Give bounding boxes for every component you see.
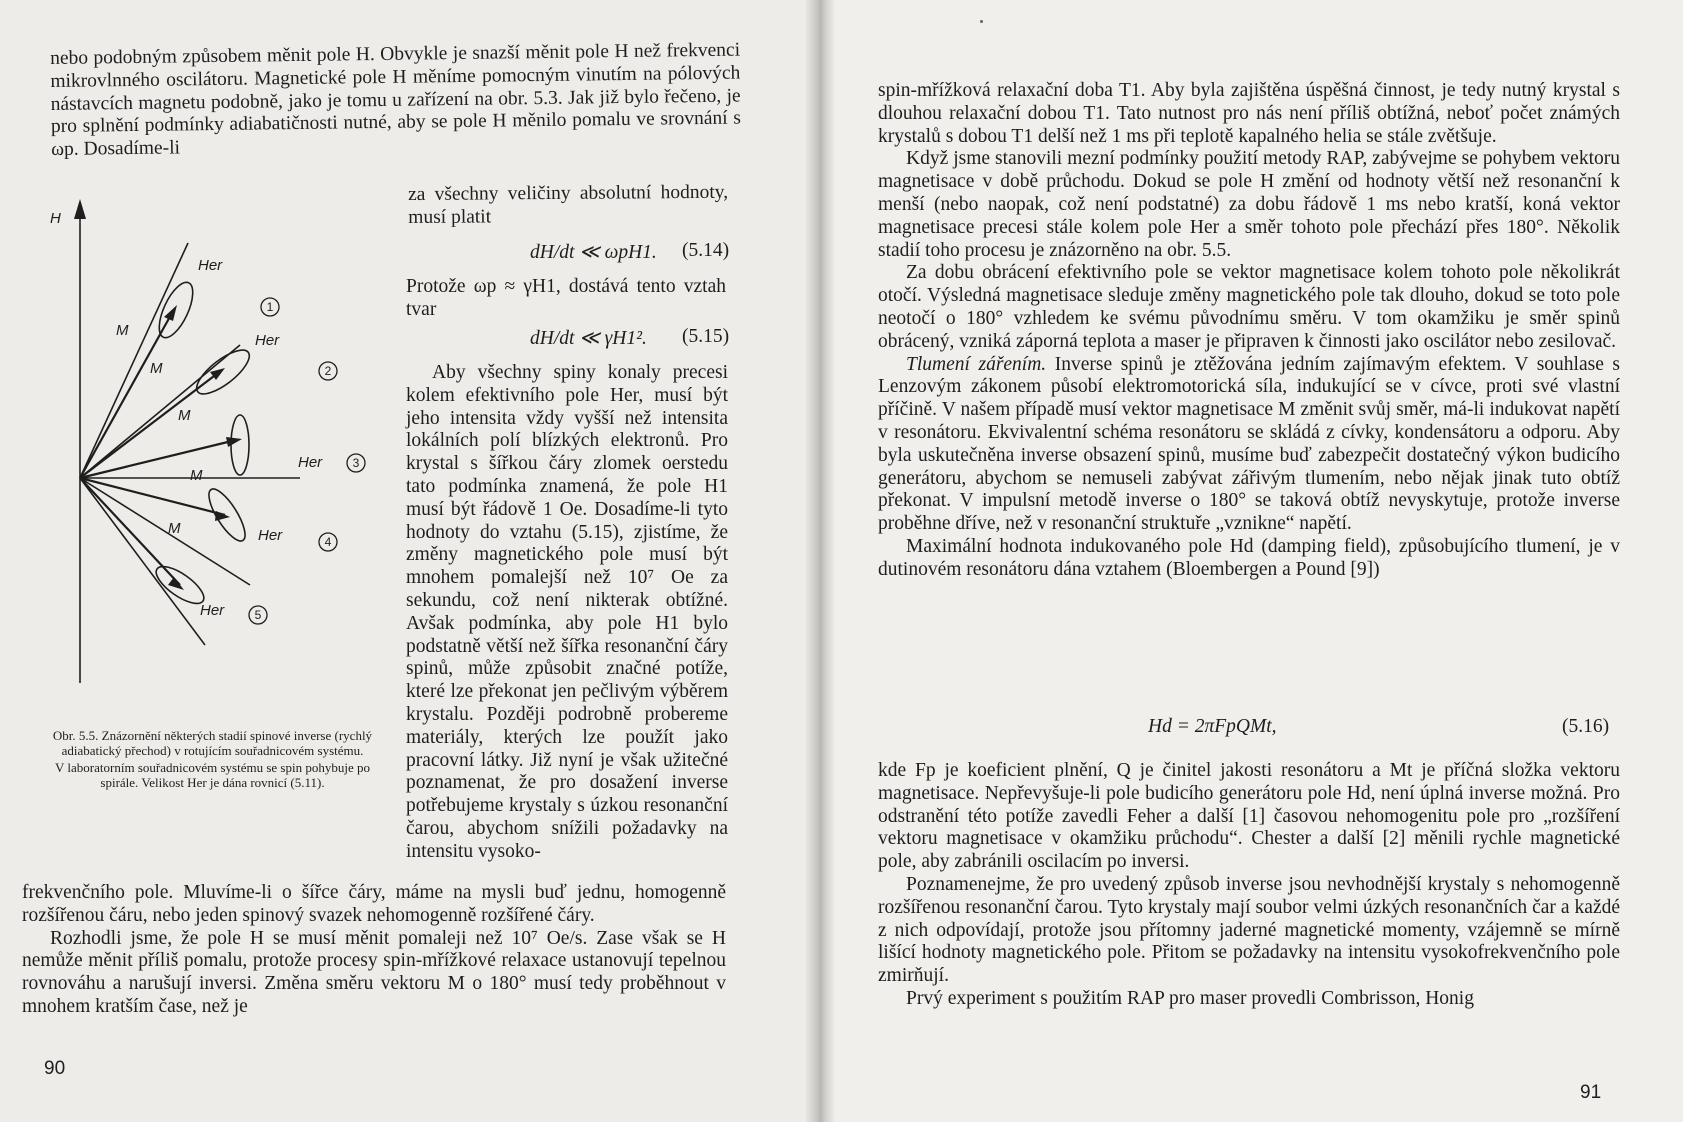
page-number-left: 90 xyxy=(44,1058,66,1079)
right-page xyxy=(820,0,1683,1122)
right-text-block-1 xyxy=(878,80,1620,582)
left-side-text-1: za všechny veličiny absolutní hodnoty, musí platit xyxy=(408,181,729,228)
stage-number-4: 4 xyxy=(324,535,332,549)
book-gutter xyxy=(806,0,834,1122)
her-label-3: Her xyxy=(298,454,323,471)
m-label-2: M xyxy=(150,360,163,377)
right-paragraph-7: Poznamenejme, že pro uvedený způsob inverse jsou nevhodnější krystaly s nehomogenně rozšířenou resonanční čarou. Tyto krystaly mají soubor velmi úzkých resonančních čar a každé z nich odpovídají, protože jsou přítomny jaderné magnetické momenty, vzájemně se mírně lišící hodnoty magnetického pole. Přitom se požadavky na intensitu vysokofrekvenčního pole zmirňují. xyxy=(878,873,1620,987)
equation-5-15-number: (5.15) xyxy=(682,326,730,347)
left-bottom-paragraph-1: frekvenčního pole. Mluvíme-li o šířce čáry, máme na mysli buď jednu, homogenně rozšířenou čáru, nebo jeden spinový svazek nehomogenně rozšířené čáry. xyxy=(22,882,726,926)
m-vector-4 xyxy=(80,478,225,515)
cone-3 xyxy=(231,415,249,475)
m-label-5: M xyxy=(168,520,181,537)
figure-caption-main: Obr. 5.5. Znázornění některých stadií spinové inverse (rychlý adiabatický přechod) v rotujícím souřadnicovém systému. xyxy=(52,728,373,758)
stage-number-3: 3 xyxy=(352,456,360,470)
stage-number-2: 2 xyxy=(324,364,332,378)
right-paragraph-6: kde Fp je koeficient plnění, Q je činitel jakosti resonátoru a Mt je příčná složka vektoru magnetisace. Nepřevyšuje-li pole budicího generátoru pole Hd, není úplná inverse možná. Pro odstranění této potíže zavedli Feher a další [1] časovou nehomogenitu pole pro „rozšíření vektoru magnetisace v okamžiku průchodu“. Chester a další [2] měnili rychle magnetické pole, aby zabránili oscilacím po inversi. xyxy=(878,760,1620,873)
equation-5-15: dH/dt ≪ γH1². xyxy=(530,328,647,349)
equation-5-16-number: (5.16) xyxy=(1562,716,1610,737)
right-paragraph-8: Prvý experiment s použitím RAP pro maser provedli Combrisson, Honig xyxy=(906,987,1474,1009)
equation-5-14: dH/dt ≪ ωpH1. xyxy=(530,242,657,263)
right-paragraph-5: Maximální hodnota indukovaného pole Hd (damping field), způsobujícího tlumení, je v dutinovém resonátoru dána vztahem (Bloembergen a Pound [9]) xyxy=(878,535,1620,580)
her-label-2: Her xyxy=(255,332,280,349)
equation-5-14-number: (5.14) xyxy=(682,240,730,261)
m-label-1: M xyxy=(116,322,129,339)
left-side-text-2: Protože ωp ≈ γH1, dostává tento vztah tvar xyxy=(406,276,726,320)
section-heading-inline: Tlumení zářením. xyxy=(906,353,1047,375)
figure-caption xyxy=(40,728,385,790)
left-bottom-paragraph-2: Rozhodli jsme, že pole H se musí měnit pomaleji než 10⁷ Oe/s. Zase však se H nemůže měnit příliš pomalu, protože procesy spin-mřížkové relaxace ustanovují tepelnou rovnováhu a narušují inversi. Změna směru vektoru M o 180° musí tedy proběhnout v mnohem kratším čase, než je xyxy=(22,927,726,1017)
spin-inversion-figure xyxy=(40,195,400,715)
cone-2 xyxy=(190,343,255,401)
right-paragraph-3: Za dobu obrácení efektivního pole se vektor magnetisace kolem tohoto pole několikrát otočí. Výsledná magnetisace sleduje změny magnetického pole tak dlouho, dokud se toto pole neotočí o 180° vzhledem ke svému původnímu směru. V tom okamžiku je směr spinů obrácený, vzniká záporná teplota a maser je připraven k činnosti jako oscilátor nebo zesilovač. xyxy=(878,262,1620,352)
left-bottom-text xyxy=(22,882,726,1019)
her-label-1: Her xyxy=(198,257,223,274)
figure-caption-note: V laboratorním souřadnicovém systému se spin pohybuje po spirále. Velikost Her je dána rovnicí (5.11). xyxy=(55,760,370,790)
m-label-3: M xyxy=(178,407,191,424)
h-axis-label: H xyxy=(50,210,61,227)
right-text-block-2 xyxy=(878,760,1620,1011)
left-top-paragraph: nebo podobným způsobem měnit pole H. Obvykle je snazší měnit pole H než frekvenci mikrovlnného oscilátoru. Magnetické pole H měníme pomocným vinutím na pólových nástavcích magnetu podobně, jako je tomu u zařízení na obr. 5.3. Jak již bylo řečeno, je pro splnění podmínky adiabatičnosti nutné, aby se pole H měnilo pomalu ve srovnání s ωp. Dosadíme-li xyxy=(50,39,742,161)
h-axis-arrow xyxy=(74,199,86,219)
her-vector-1 xyxy=(80,243,188,478)
cone-4 xyxy=(203,484,252,545)
left-side-text-3: Aby všechny spiny konaly precesi kolem efektivního pole Her, musí být jeho intensita vždy vyšší než intensita lokálních polí blízkých elektronů. Pro krystal s šířkou čáry zlomek oerstedu tato podmínka znamená, že pole H1 musí být řádově 1 Oe. Dosadíme-li tyto hodnoty do vztahu (5.15), zjistíme, že změny magnetického pole musí být mnohem pomalejší než 10⁷ Oe za sekundu, což není nikterak obtížné. Avšak podmínka, aby pole H1 bylo podstatně větší než šířka resonanční čáry spinů, může způsobit značné potíže, které lze překonat jen pečlivým výběrem krystalu. Později podrobně probereme materiály, kterých lze použít jako pracovní látky. Již nyní je však užitečné poznamenat, že pro dosažení inverse potřebujeme krystaly s úzkou resonanční čarou, abychom snížili požadavky na intensitu vysoko- xyxy=(406,362,728,862)
page-number-right: 91 xyxy=(1580,1082,1602,1103)
right-paragraph-1: spin-mřížková relaxační doba T1. Aby byla zajištěna úspěšná činnost, je tedy nutný krystal s dlouhou relaxační dobou T1. Tato nutnost pro nás není příliš obtížná, neboť počet známých krystalů s dobou T1 delší než 1 ms při teplotě kapalného helia se stále zvětšuje. xyxy=(878,80,1620,147)
her-label-4: Her xyxy=(258,527,283,544)
right-paragraph-2: Když jsme stanovili mezní podmínky použití metody RAP, zabývejme se pohybem vektoru magnetisace v době průchodu. Dokud se pole H změní od hodnoty větší než resonanční k menší (nebo naopak, což není podstatné) za dobu řádově 1 ms nebo kratší, koná vektor magnetisace precesi stále kolem pole Her a směr tohoto pole přechází přes 180°. Několik stadií toho procesu je znázorněno na obr. 5.5. xyxy=(878,148,1620,261)
right-paragraph-4: Tlumení zářením. Inverse spinů je ztěžována jedním zajímavým efektem. V souhlase s Lenzovým zákonem působí elektromotorická síla, indukující se v cívce, proti své vlastní příčině. V našem případě musí vektor magnetisace M změnit svůj směr, má-li indukovat napětí v resonátoru. Ekvivalentní schéma resonátoru se skládá z cívky, kondensátoru a odporu. Aby byla uskutečněna inverse obsazení spinů, musíme buď zabezpečit dostatečný výkon budicího generátoru, abychom se nemuseli zabývat zářivým tlumením, nebo nějak jinak tuto obtíž překonat. V impulsní metodě inverse o 180° se taková obtíž nevyskytuje, protože inverse proběhne dříve, než v resonanční struktuře „vznikne“ napětí. xyxy=(878,353,1621,535)
cone-1 xyxy=(152,278,199,343)
left-page xyxy=(0,0,820,1122)
stage-number-5: 5 xyxy=(254,608,262,622)
m-label-4: M xyxy=(190,467,203,484)
her-label-5: Her xyxy=(200,602,225,619)
her-vector-5 xyxy=(80,478,205,645)
equation-5-16: Hd = 2πFpQMt, xyxy=(1148,716,1277,737)
stage-number-1: 1 xyxy=(266,300,274,314)
